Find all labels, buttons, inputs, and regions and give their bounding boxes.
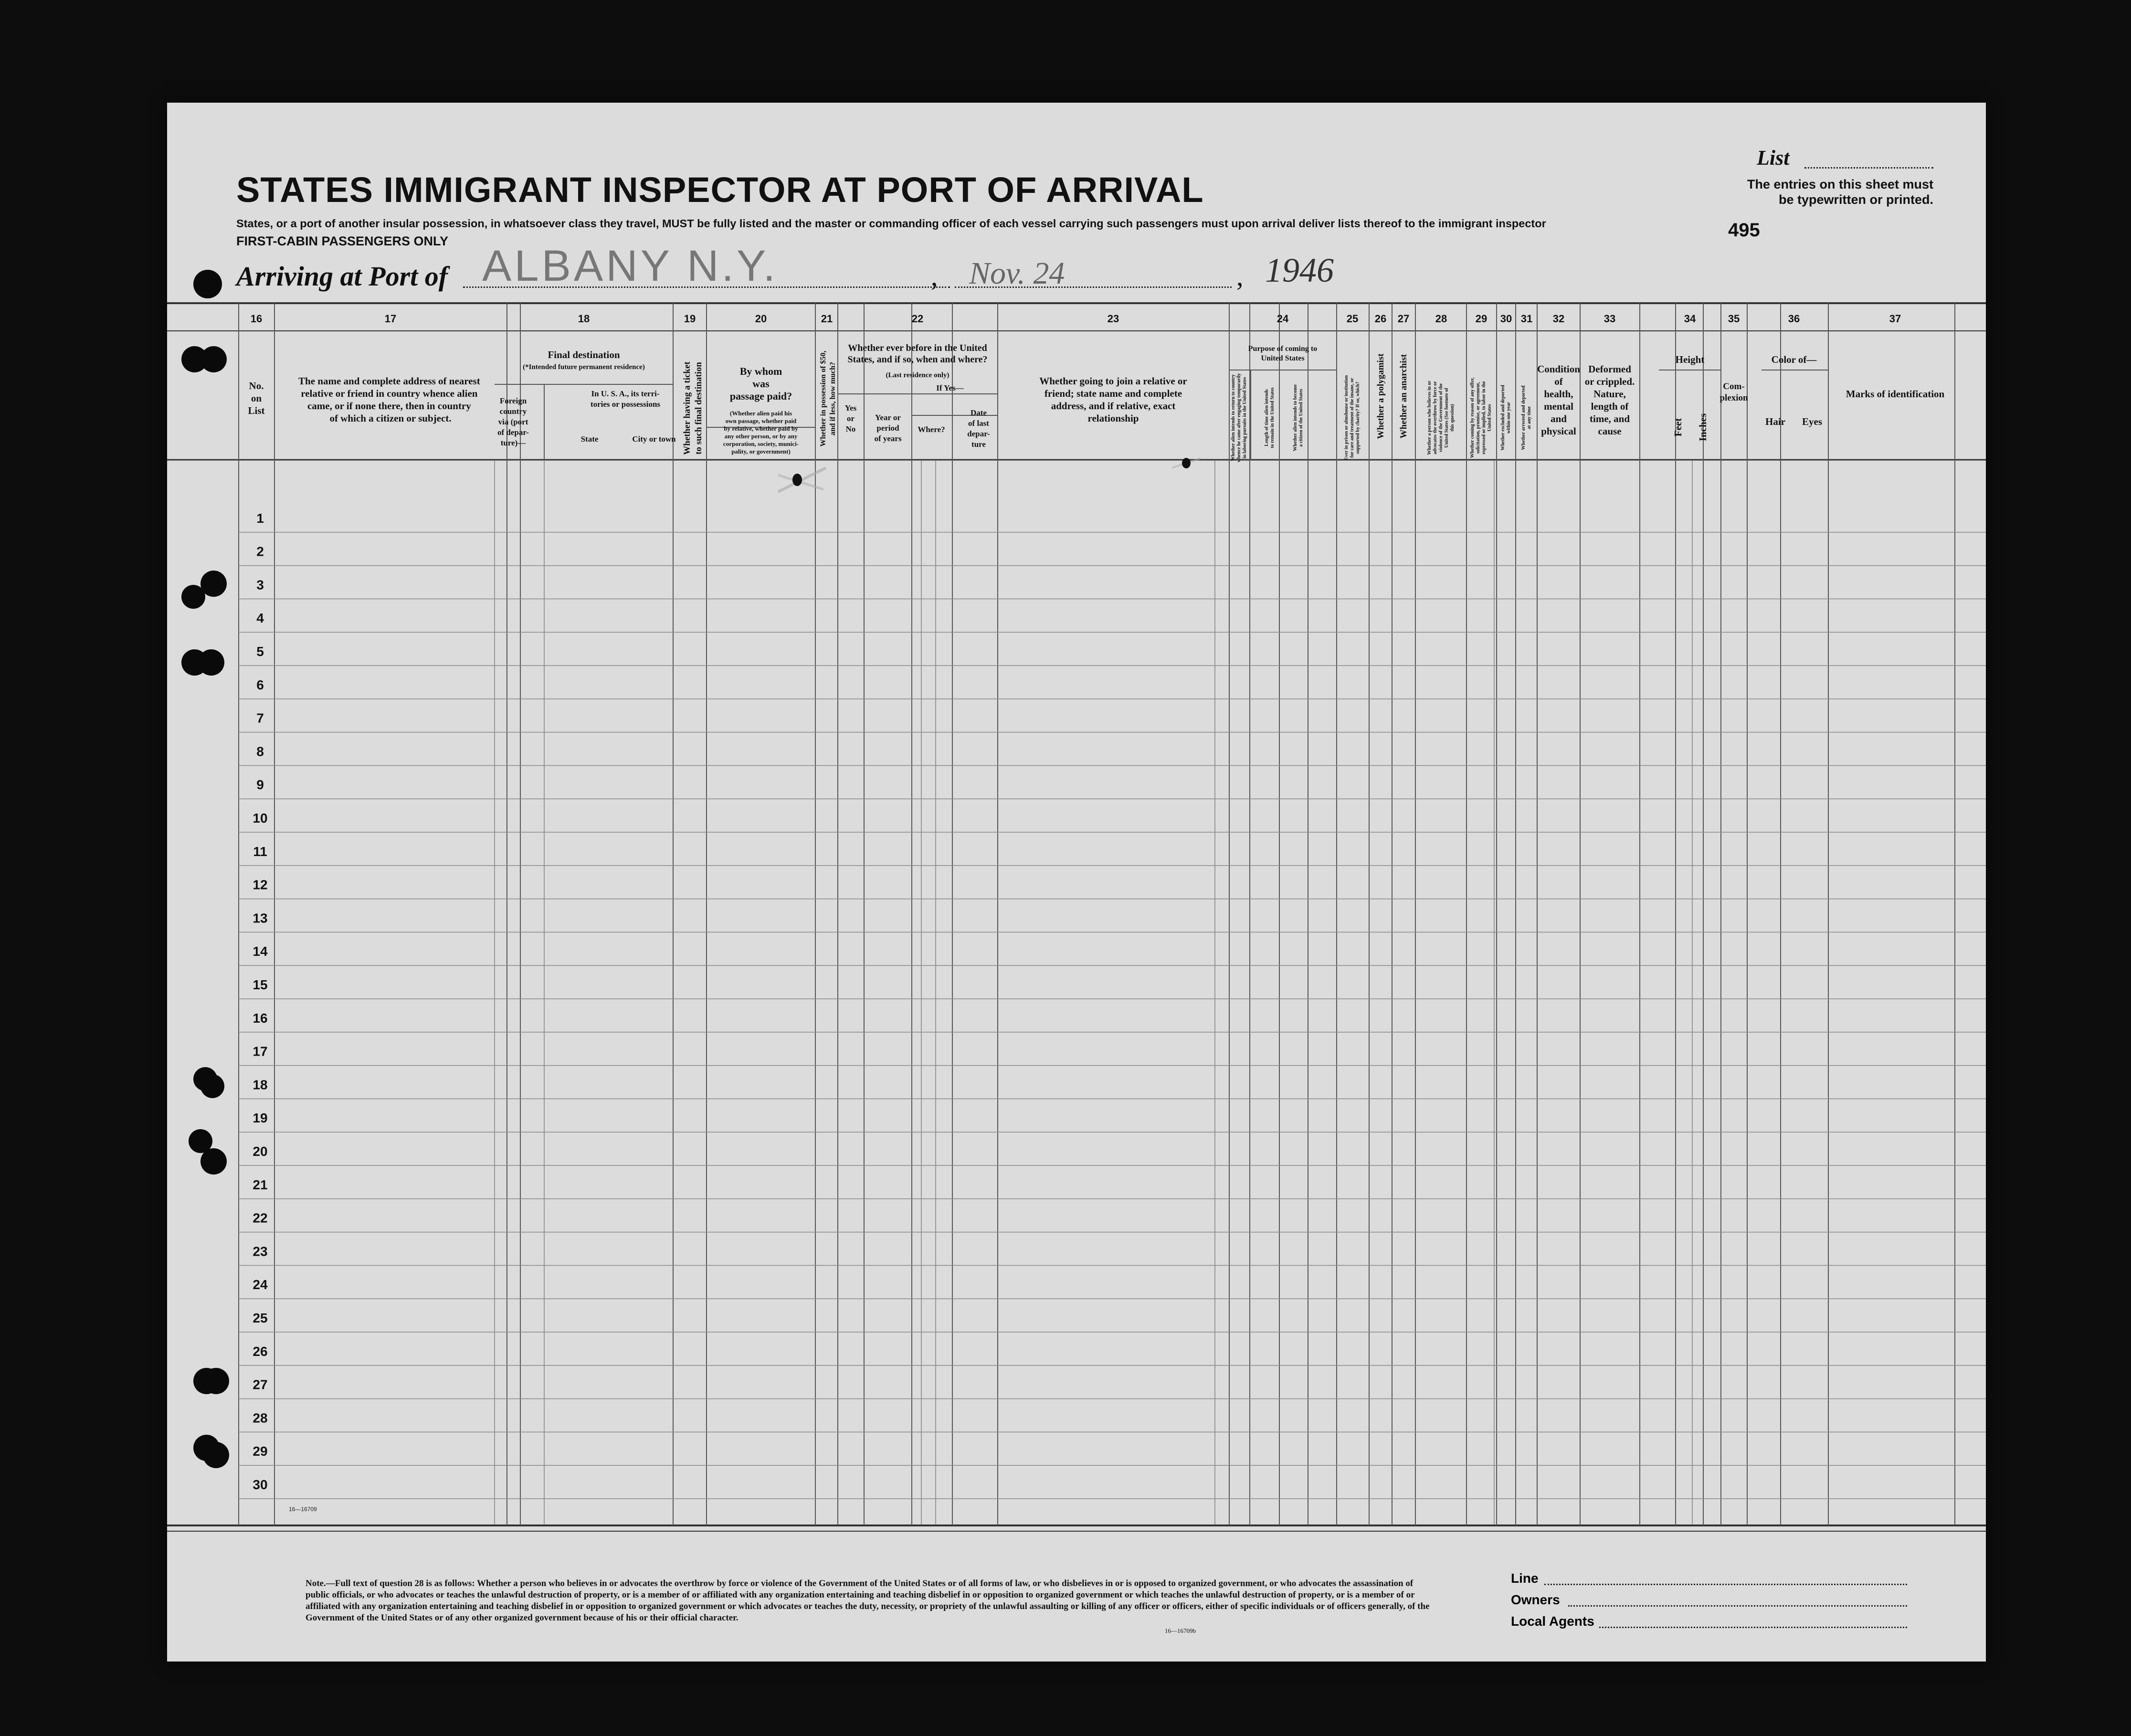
punch-hole [203,1368,229,1394]
col-26-label: Whether a polygamist [1376,353,1386,439]
row-number: 2 [256,544,264,559]
agents-field [1599,1627,1907,1628]
row-number: 1 [256,510,264,526]
row-number: 24 [253,1277,268,1292]
list-number: 495 [1728,220,1760,241]
col-32-label: Condition of health, mental and physical [1537,363,1580,437]
punch-hole [200,1148,227,1175]
form-title: STATES IMMIGRANT INSPECTOR AT PORT OF ARRIVAL [236,170,1204,210]
col-26-number: 26 [1374,313,1387,325]
pin-mark [776,466,828,494]
col-18-city: City or town [632,434,676,444]
pin-mark [1172,454,1201,473]
col-37-number: 37 [1889,313,1901,325]
punch-hole [198,649,224,676]
punch-hole [200,346,227,372]
col-28-label: Whether a person who believes in oradvocates the overthrow by force orviolence of the Government of theUnited States (See footnote ofthis question) [1427,381,1455,455]
col-22-where: Where? [918,425,945,434]
row-number: 11 [253,844,267,859]
col-22-yesno: Yes or No [844,403,857,434]
col-18-usa: In U. S. A., its terri-tories or possessions [590,389,661,409]
col-24-return: Whether alien intends to return to countrywhence he came after engaging temporarilyin laboring pursuits in the United States [1231,373,1247,463]
punch-hole [203,1442,229,1468]
owners-label: Owners [1511,1592,1560,1607]
row-number: 19 [253,1111,268,1126]
col-22-date: Date of last depar-ture [967,408,990,449]
row-number: 23 [253,1244,268,1259]
col-20-label: By whom was passage paid? [729,365,792,402]
col-34-feet: Feet [1672,418,1684,437]
col-29-number: 29 [1475,313,1487,325]
col-22-ifyes: If Yes— [936,383,964,392]
col-19-label: Whether having a ticket to such final destination [682,361,704,455]
col-29-label: Whether coming by reason of any offer,solicitation, promise, or agreement,expressed or implied, to labor in theUnited States [1470,377,1492,458]
col-34-number: 34 [1684,313,1696,325]
col-21-label: Whether in possession of $50, and if less, how much? [819,350,837,447]
agents-label: Local Agents [1511,1614,1594,1629]
row-number: 15 [253,977,268,992]
comma-2: , [1236,261,1244,292]
row-number: 25 [253,1311,268,1325]
col-31-number: 31 [1520,313,1533,325]
col-32-number: 32 [1552,313,1565,325]
col-23-number: 23 [1107,313,1119,325]
col-31-label: Whether arrested and deportedat any time [1521,385,1532,450]
col-36-eyes: Eyes [1802,416,1822,427]
col-16-label: No. on List [248,380,265,416]
row-number: 3 [256,577,264,593]
footnote-q28: Note.—Full text of question 28 is as follows: Whether a person who believes in or advocates the overthrow by force or violence of the Government of the United States or of all forms of law, or who disbelieves in or is opposed to organized government, or who advocates the assassination of public officials, or who advocates or teaches the unlawful destruction of property, or is a member of or affiliated with any organization entertaining and teaching disbelief in or opposition to organized government or which teaches the unlawful destruction of property, or is a member of or affiliated with any organization entertaining and teaching disbelief in or opposition to organized government or which advocates or teaches the duty, necessity, or propriety of the unlawful assaulting or killing of any officer or officers, either of specific individuals or of officers generally, of the Government of the United States or of any other organized government because of his or their official character. [306,1578,1430,1623]
form-subtitle: States, or a port of another insular possession, in whatsoever class they travel, MUST be fully listed and the master or commanding officer of each vessel carrying such passengers must upon arrival deliver lists thereof to the immigrant inspector [236,217,1546,230]
row-number: 22 [253,1210,268,1226]
manifest-grid [167,103,1986,1662]
col-17-number: 17 [384,313,397,325]
col-22-number: 22 [911,313,924,325]
row-number: 20 [253,1144,268,1159]
punch-hole [193,270,222,298]
row-number: 30 [253,1477,268,1492]
line-field [1544,1584,1907,1585]
col-18-label: Final destination [548,349,620,360]
row-number: 7 [256,710,264,726]
col-35-label: Com-plexion [1720,381,1748,403]
col-18-number: 18 [578,313,590,325]
col-34-inches: Inches [1697,413,1709,442]
col-25-number: 25 [1346,313,1359,325]
col-18-sublabel: (*Intended future permanent residence) [523,363,645,371]
col-36-hair: Hair [1765,416,1785,427]
col-25-label: Ever in prison or almshouse or institutionfor care and treatment of the insane, orsupported by charity? If so, which? [1344,375,1361,460]
col-20-sublabel: (Whether alien paid his own passage, whether paid by relative, whether paid by any other person, or by any corporation, society, munici-pality, or government) [723,410,799,455]
col-22-sublabel: (Last residence only) [886,371,949,379]
arriving-label: Arriving at Port of [236,261,448,292]
comma-1: , [931,261,938,292]
row-number: 29 [253,1444,268,1459]
row-number: 27 [253,1377,268,1392]
col-23-label: Whether going to join a relative or friend; state name and complete address, and if relative, exact relationship [1039,375,1187,424]
col-18-state: State [580,434,599,444]
row-number: 8 [256,744,264,759]
col-33-label: Deformed or crippled. Nature, length of time, and cause [1584,363,1635,437]
row-number: 14 [253,944,268,959]
col-22-label: Whether ever before in the United States, and if so, when and where? [847,343,988,365]
punch-hole [200,1074,224,1098]
row-number: 21 [253,1177,268,1192]
col-24-label: Purpose of coming to United States [1248,345,1318,362]
col-36-number: 36 [1788,313,1800,325]
col-22-year: Year or period of years [874,413,902,443]
col-24-length: Length of time alien intendsto remain in the United States [1264,387,1275,448]
date-handwritten: Nov. 24 [969,256,1065,291]
col-30-number: 30 [1500,313,1512,325]
col-21-number: 21 [821,313,833,325]
col-17-label: The name and complete address of nearest relative or friend in country whence alien came, or if none there, then in country of which a citizen or subject. [298,375,480,424]
col-35-number: 35 [1728,313,1740,325]
col-27-number: 27 [1397,313,1410,325]
row-number: 17 [253,1044,268,1059]
row-number: 13 [253,910,268,926]
col-28-number: 28 [1435,313,1447,325]
list-note: The entries on this sheet must be typewritten or printed. [1747,177,1933,207]
line-label: Line [1511,1571,1539,1586]
col-24-citizen: Whether alien intends to becomea citizen of the United States [1293,384,1304,451]
row-number: 16 [253,1010,268,1026]
col-34-label: Height [1675,354,1705,365]
port-handwritten: ALBANY N.Y. [482,242,779,290]
footnote-code: 16—16709b [1165,1627,1196,1634]
cabin-class: FIRST-CABIN PASSENGERS ONLY [236,234,449,248]
manifest-sheet [167,103,1986,1662]
row-number: 4 [256,611,264,626]
row-number: 9 [256,777,264,793]
row-number: 6 [256,677,264,692]
col-27-label: Whether an anarchist [1399,354,1409,439]
col-36-label: Color of— [1771,354,1817,365]
row-number: 12 [253,877,268,892]
list-label: List [1757,146,1790,169]
owners-field [1568,1605,1907,1607]
col-20-number: 20 [755,313,767,325]
col-18-foreign: Foreign country via (port of depar-ture)— [497,396,529,447]
col-30-label: Whether excluded and deportedwithin one year [1500,385,1511,451]
col-24-number: 24 [1276,313,1289,325]
col-16-number: 16 [250,313,263,325]
row-number: 26 [253,1344,268,1359]
col-37-label: Marks of identification [1846,388,1945,400]
col-19-number: 19 [684,313,696,325]
row-number: 18 [253,1077,268,1092]
form-code-top: 16—16709 [289,1506,317,1513]
row-number: 10 [253,811,268,826]
row-number: 28 [253,1410,268,1426]
col-33-number: 33 [1604,313,1616,325]
row-number: 5 [256,644,264,659]
year-handwritten: 1946 [1265,251,1334,289]
punch-hole [200,571,227,597]
